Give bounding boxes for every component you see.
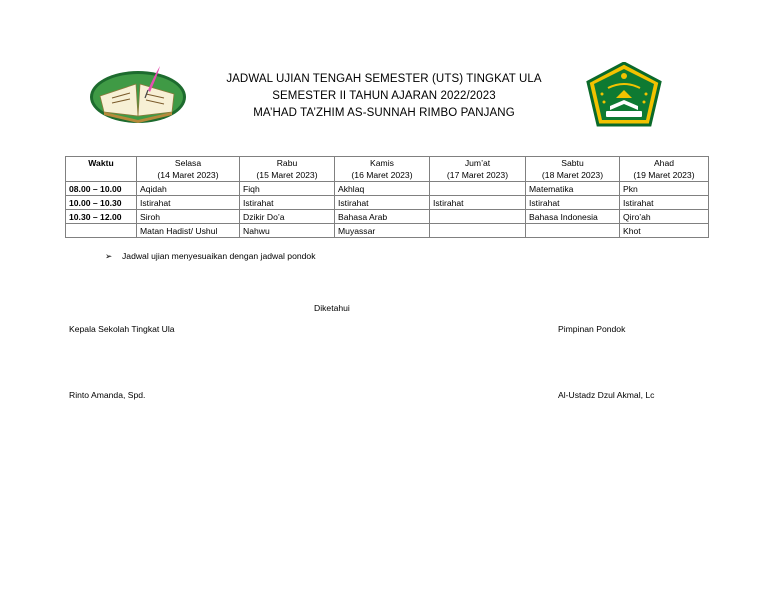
table-cell: Istirahat bbox=[430, 196, 526, 210]
table-cell: Bahasa Indonesia bbox=[526, 210, 620, 224]
table-cell: Siroh bbox=[137, 210, 240, 224]
table-cell: Matematika bbox=[526, 182, 620, 196]
column-date: (19 Maret 2023) bbox=[633, 170, 695, 180]
right-signatory-name: Al-Ustadz Dzul Akmal, Lc bbox=[558, 390, 655, 400]
table-cell: Istirahat bbox=[137, 196, 240, 210]
column-date: (14 Maret 2023) bbox=[157, 170, 219, 180]
right-signatory-title: Pimpinan Pondok bbox=[558, 324, 626, 334]
table-cell: Muyassar bbox=[335, 224, 430, 238]
time-cell: 10.00 – 10.30 bbox=[66, 196, 137, 210]
schedule-note bbox=[105, 251, 316, 262]
table-cell: Pkn bbox=[620, 182, 709, 196]
document-title bbox=[200, 71, 568, 122]
column-date: (17 Maret 2023) bbox=[446, 170, 509, 180]
time-cell: 10.30 – 12.00 bbox=[66, 210, 137, 224]
table-cell bbox=[430, 210, 526, 224]
kemenag-emblem bbox=[586, 62, 662, 128]
acknowledged-label: Diketahui bbox=[314, 303, 350, 313]
column-date: (18 Maret 2023) bbox=[541, 170, 604, 180]
table-cell: Khot bbox=[620, 224, 709, 238]
column-header bbox=[335, 157, 430, 182]
left-signatory-title: Kepala Sekolah Tingkat Ula bbox=[69, 324, 175, 334]
title-line-3: MA’HAD TA’ZHIM AS-SUNNAH RIMBO PANJANG bbox=[253, 107, 515, 119]
column-day: Ahad bbox=[653, 158, 675, 168]
table-cell: Aqidah bbox=[137, 182, 240, 196]
title-line-1: JADWAL UJIAN TENGAH SEMESTER (UTS) TINGKAT ULA bbox=[226, 73, 542, 85]
note-text: Jadwal ujian menyesuaikan dengan jadwal pondok bbox=[122, 251, 316, 261]
table-row bbox=[66, 182, 709, 196]
column-date: (15 Maret 2023) bbox=[256, 170, 318, 180]
open-book-logo bbox=[88, 64, 188, 126]
table-cell: Istirahat bbox=[526, 196, 620, 210]
arrow-bullet-icon: ➢ bbox=[105, 251, 113, 261]
table-cell: Istirahat bbox=[240, 196, 335, 210]
column-day: Kamis bbox=[370, 158, 394, 168]
table-cell: Matan Hadist/ Ushul bbox=[137, 224, 240, 238]
column-header bbox=[430, 157, 526, 182]
table-row bbox=[66, 224, 709, 238]
column-day: Selasa bbox=[174, 158, 202, 168]
table-cell: Bahasa Arab bbox=[335, 210, 430, 224]
column-day: Jum’at bbox=[464, 158, 491, 168]
column-day: Sabtu bbox=[561, 158, 584, 168]
column-date: (16 Maret 2023) bbox=[351, 170, 413, 180]
time-cell: 08.00 – 10.00 bbox=[66, 182, 137, 196]
table-cell: Akhlaq bbox=[335, 182, 430, 196]
table-row bbox=[66, 210, 709, 224]
table-cell: Qiro’ah bbox=[620, 210, 709, 224]
column-header bbox=[240, 157, 335, 182]
left-signatory-name: Rinto Amanda, Spd. bbox=[69, 390, 146, 400]
table-cell bbox=[430, 182, 526, 196]
table-row bbox=[66, 196, 709, 210]
table-cell: Istirahat bbox=[620, 196, 709, 210]
column-header bbox=[620, 157, 709, 182]
table-cell bbox=[430, 224, 526, 238]
table-cell: Nahwu bbox=[240, 224, 335, 238]
column-header bbox=[66, 157, 137, 182]
title-line-2: SEMESTER II TAHUN AJARAN 2022/2023 bbox=[272, 90, 496, 102]
table-cell: Istirahat bbox=[335, 196, 430, 210]
table-cell: Dzikir Do’a bbox=[240, 210, 335, 224]
exam-schedule-table bbox=[65, 156, 709, 238]
column-day: Waktu bbox=[88, 158, 114, 168]
table-header-row bbox=[66, 157, 709, 182]
column-day: Rabu bbox=[276, 158, 298, 168]
column-header bbox=[526, 157, 620, 182]
time-cell bbox=[66, 224, 137, 238]
column-header bbox=[137, 157, 240, 182]
table-cell bbox=[526, 224, 620, 238]
table-cell: Fiqh bbox=[240, 182, 335, 196]
